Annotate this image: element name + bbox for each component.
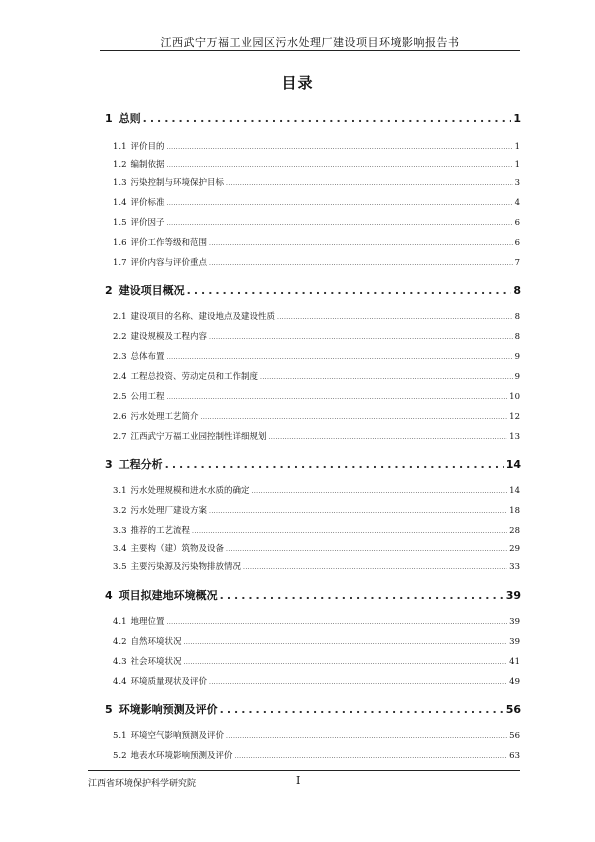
toc-section-entry[interactable] — [113, 410, 520, 422]
toc-leader-dots — [209, 240, 513, 247]
toc-entry-number: 2.6 — [113, 412, 127, 422]
toc-section-entry[interactable] — [113, 542, 520, 554]
toc-leader-dots — [184, 639, 508, 646]
toc-chapter-entry[interactable] — [105, 701, 521, 717]
toc-entry-number: 2.3 — [113, 352, 127, 362]
toc-entry-number: 1.1 — [113, 142, 127, 152]
toc-leader-dots — [226, 546, 507, 553]
toc-leader-dots — [209, 508, 507, 515]
toc-entry-title: 公用工程 — [130, 392, 165, 402]
toc-entry-page: 56 — [505, 703, 521, 716]
toc-entry-title: 工程总投资、劳动定员和工作制度 — [130, 372, 259, 382]
toc-entry-number: 1 — [105, 112, 113, 125]
toc-entry-title: 评价标准 — [130, 198, 165, 208]
toc-entry-title: 编制依据 — [130, 160, 165, 170]
toc-entry-title: 自然环境状况 — [130, 637, 182, 647]
toc-entry-number: 5.1 — [113, 731, 127, 741]
toc-section-entry[interactable] — [113, 635, 520, 647]
toc-chapter-entry[interactable] — [105, 456, 521, 472]
toc-entry-title: 社会环境状况 — [130, 657, 182, 667]
toc-entry-page: 10 — [509, 392, 520, 402]
toc-section-entry[interactable] — [113, 140, 520, 152]
toc-leader-dots — [226, 180, 513, 187]
toc-leader-dots — [209, 260, 513, 267]
toc-entry-title: 污水处理厂建设方案 — [130, 506, 208, 516]
toc-section-entry[interactable] — [113, 655, 520, 667]
toc-entry-number: 4.2 — [113, 637, 127, 647]
toc-section-entry[interactable] — [113, 176, 520, 188]
toc-section-entry[interactable] — [113, 390, 520, 402]
toc-entry-page: 56 — [509, 731, 520, 741]
toc-entry-number: 4 — [105, 589, 113, 602]
toc-leader-dots — [235, 753, 508, 760]
toc-entry-page: 8 — [514, 312, 520, 322]
toc-chapter-entry[interactable] — [105, 587, 521, 603]
toc-entry-page: 1 — [514, 160, 520, 170]
toc-entry-page: 18 — [509, 506, 520, 516]
toc-leader-dots — [201, 414, 508, 421]
toc-leader-dots — [269, 434, 508, 441]
toc-section-entry[interactable] — [113, 370, 520, 382]
toc-entry-number: 1.5 — [113, 218, 127, 228]
footer-rule — [88, 770, 520, 771]
toc-entry-page: 6 — [514, 218, 520, 228]
toc-chapter-entry[interactable] — [105, 282, 521, 298]
toc-entry-number: 2.5 — [113, 392, 127, 402]
toc-entry-number: 5 — [105, 703, 113, 716]
toc-chapter-entry[interactable] — [105, 110, 521, 126]
running-header: 江西武宁万福工业园区污水处理厂建设项目环境影响报告书 — [160, 36, 460, 49]
toc-entry-title: 建设规模及工程内容 — [130, 332, 208, 342]
toc-entry-title: 污水处理工艺简介 — [130, 412, 199, 422]
toc-entry-page: 1 — [513, 112, 521, 125]
toc-leader-dots — [167, 200, 513, 207]
toc-entry-number: 3.5 — [113, 562, 127, 572]
toc-entry-page: 8 — [514, 332, 520, 342]
toc-entry-page: 13 — [509, 432, 520, 442]
toc-entry-number: 3 — [105, 458, 113, 471]
toc-section-entry[interactable] — [113, 330, 520, 342]
toc-entry-title: 建设项目的名称、建设地点及建设性质 — [130, 312, 276, 322]
toc-section-entry[interactable] — [113, 430, 520, 442]
toc-leader-dots — [277, 314, 513, 321]
toc-leader-dots — [243, 564, 507, 571]
toc-entry-number: 2.7 — [113, 432, 127, 442]
toc-entry-page: 9 — [514, 372, 520, 382]
toc-leader-dots — [220, 703, 504, 716]
toc-leader-dots — [167, 354, 513, 361]
toc-entry-title: 环境空气影响预测及评价 — [130, 731, 225, 741]
toc-section-entry[interactable] — [113, 310, 520, 322]
toc-leader-dots — [167, 619, 508, 626]
toc-leader-dots — [167, 162, 513, 169]
toc-entry-number: 1.7 — [113, 258, 127, 268]
toc-entry-page: 1 — [514, 142, 520, 152]
toc-entry-number: 2.4 — [113, 372, 127, 382]
toc-entry-title: 建设项目概况 — [118, 284, 185, 297]
toc-entry-page: 6 — [514, 238, 520, 248]
toc-section-entry[interactable] — [113, 729, 520, 741]
toc-entry-page: 39 — [509, 617, 520, 627]
toc-entry-number: 1.3 — [113, 178, 127, 188]
toc-entry-title: 评价工作等级和范围 — [130, 238, 208, 248]
toc-section-entry[interactable] — [113, 524, 520, 536]
toc-entry-title: 主要构（建）筑物及设备 — [130, 544, 225, 554]
toc-leader-dots — [220, 589, 504, 602]
toc-entry-number: 1.2 — [113, 160, 127, 170]
footer-organization: 江西省环境保护科学研究院 — [88, 779, 197, 789]
toc-entry-title: 评价因子 — [130, 218, 165, 228]
toc-entry-number: 2.1 — [113, 312, 127, 322]
toc-entry-page: 49 — [509, 677, 520, 687]
toc-entry-number: 5.2 — [113, 751, 127, 761]
toc-section-entry[interactable] — [113, 749, 520, 761]
toc-entry-title: 评价目的 — [130, 142, 165, 152]
toc-entry-page: 7 — [514, 258, 520, 268]
toc-entry-title: 总则 — [118, 112, 141, 125]
toc-entry-page: 14 — [509, 486, 520, 496]
toc-entry-number: 4.3 — [113, 657, 127, 667]
toc-entry-page: 12 — [509, 412, 520, 422]
toc-entry-number: 2.2 — [113, 332, 127, 342]
toc-entry-number: 1.4 — [113, 198, 127, 208]
toc-section-entry[interactable] — [113, 216, 520, 228]
toc-section-entry[interactable] — [113, 504, 520, 516]
toc-section-entry[interactable] — [113, 236, 520, 248]
toc-entry-page: 3 — [514, 178, 520, 188]
toc-entry-number: 3.2 — [113, 506, 127, 516]
toc-section-entry[interactable] — [113, 560, 520, 572]
toc-leader-dots — [252, 488, 508, 495]
toc-entry-page: 39 — [509, 637, 520, 647]
toc-entry-page: 8 — [513, 284, 521, 297]
toc-entry-title: 环境影响预测及评价 — [118, 703, 218, 716]
toc-entry-number: 3.1 — [113, 486, 127, 496]
toc-entry-number: 3.3 — [113, 526, 127, 536]
toc-leader-dots — [165, 458, 504, 471]
toc-entry-page: 33 — [509, 562, 520, 572]
toc-section-entry[interactable] — [113, 196, 520, 208]
toc-entry-title: 污水处理规模和进水水质的确定 — [130, 486, 250, 496]
toc-entry-number: 1.6 — [113, 238, 127, 248]
toc-entry-page: 63 — [509, 751, 520, 761]
toc-entry-title: 工程分析 — [118, 458, 163, 471]
toc-section-entry[interactable] — [113, 350, 520, 362]
toc-leader-dots — [209, 334, 513, 341]
toc-entry-title: 推荐的工艺流程 — [130, 526, 191, 536]
toc-entry-page: 14 — [505, 458, 521, 471]
toc-entry-title: 江西武宁万福工业园控制性详细规划 — [130, 432, 267, 442]
toc-section-entry[interactable] — [113, 158, 520, 170]
toc-entry-number: 4.4 — [113, 677, 127, 687]
toc-entry-page: 29 — [509, 544, 520, 554]
toc-entry-title: 主要污染源及污染物排放情况 — [130, 562, 242, 572]
toc-entry-title: 地表水环境影响预测及评价 — [130, 751, 233, 761]
toc-leader-dots — [167, 144, 513, 151]
toc-entry-number: 4.1 — [113, 617, 127, 627]
toc-title: 目录 — [281, 74, 314, 92]
toc-entry-title: 环境质量现状及评价 — [130, 677, 208, 687]
toc-leader-dots — [187, 284, 512, 297]
toc-section-entry[interactable] — [113, 256, 520, 268]
toc-leader-dots — [184, 659, 508, 666]
toc-entry-page: 28 — [509, 526, 520, 536]
toc-entry-title: 总体布置 — [130, 352, 165, 362]
toc-entry-page: 39 — [505, 589, 521, 602]
toc-entry-page: 9 — [514, 352, 520, 362]
toc-entry-page: 4 — [514, 198, 520, 208]
toc-leader-dots — [226, 733, 507, 740]
toc-entry-title: 评价内容与评价重点 — [130, 258, 208, 268]
toc-leader-dots — [260, 374, 513, 381]
toc-leader-dots — [143, 112, 512, 125]
toc-leader-dots — [167, 394, 508, 401]
toc-entry-page: 41 — [509, 657, 520, 667]
toc-section-entry[interactable] — [113, 615, 520, 627]
toc-entry-title: 项目拟建地环境概况 — [118, 589, 218, 602]
toc-leader-dots — [167, 220, 513, 227]
page-number: I — [296, 774, 301, 787]
toc-entry-number: 3.4 — [113, 544, 127, 554]
toc-entry-number: 2 — [105, 284, 113, 297]
toc-section-entry[interactable] — [113, 484, 520, 496]
toc-leader-dots — [192, 528, 507, 535]
toc-entry-title: 污染控制与环境保护目标 — [130, 178, 225, 188]
toc-leader-dots — [209, 679, 507, 686]
toc-entry-title: 地理位置 — [130, 617, 165, 627]
toc-section-entry[interactable] — [113, 675, 520, 687]
